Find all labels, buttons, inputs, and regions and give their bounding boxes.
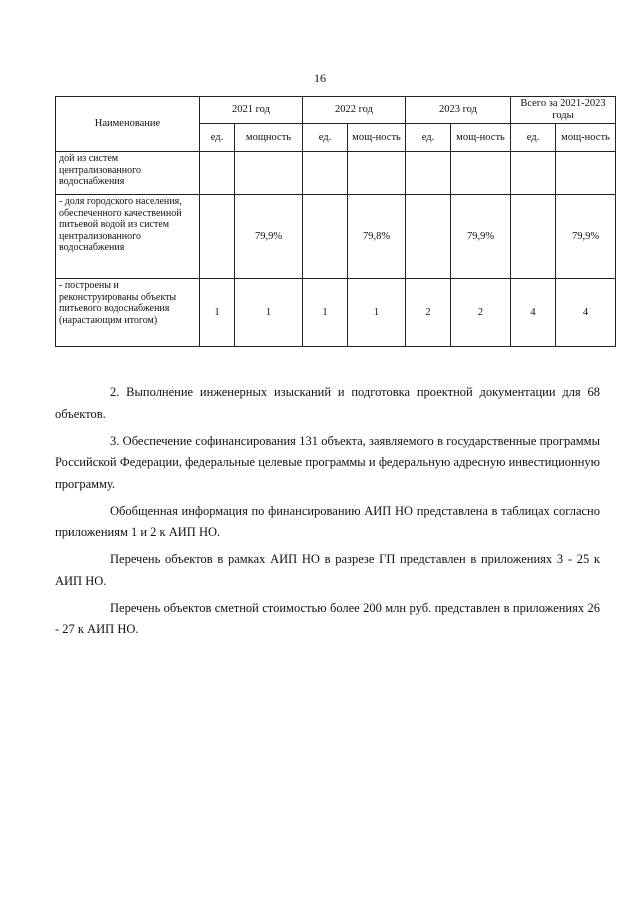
indicators-table [55,96,616,347]
table-cell [406,195,451,279]
table-cell [200,195,235,279]
table-cell: 4 [556,279,616,347]
units-header: ед. [406,124,451,152]
table-row [56,279,616,347]
table-cell: 79,8% [348,195,406,279]
table-cell [303,195,348,279]
table-cell [303,152,348,195]
period-header-total: Всего за 2021-2023 годы [511,97,616,124]
body-text [55,382,600,646]
table-cell: 2 [451,279,511,347]
row-name: дой из систем централизованного водоснабжения [56,152,200,195]
table-cell: 4 [511,279,556,347]
table-cell: 79,9% [235,195,303,279]
table-cell: 79,9% [451,195,511,279]
table-cell: 79,9% [556,195,616,279]
table-cell: 1 [200,279,235,347]
table-row [56,195,616,279]
paragraph: Обобщенная информация по финансированию АИП НО представлена в таблицах согласно приложениям 1 и 2 к АИП НО. [55,503,600,539]
table-cell [511,195,556,279]
page-number: 16 [314,71,326,85]
table-cell: 1 [235,279,303,347]
capacity-header: мощ-ность [451,124,511,152]
units-header: ед. [200,124,235,152]
capacity-header: мощность [235,124,303,152]
units-header: ед. [511,124,556,152]
table-cell [451,152,511,195]
table-cell [235,152,303,195]
table-cell [556,152,616,195]
name-column-header: Наименование [56,97,200,152]
table-cell [200,152,235,195]
period-header-2022: 2022 год [303,97,406,124]
row-name: - доля городского населения, обеспеченного качественной питьевой водой из систем централизованного водоснабжения [56,195,200,279]
table-cell: 2 [406,279,451,347]
paragraph: Перечень объектов сметной стоимостью более 200 млн руб. представлен в приложениях 26 - 27 к АИП НО. [55,600,600,636]
row-name: - построены и реконструированы объекты питьевого водоснабжения (нарастающим итогом) [56,279,200,347]
table-cell: 1 [348,279,406,347]
table-row [56,152,616,195]
capacity-header: мощ-ность [556,124,616,152]
paragraph: 3. Обеспечение софинансирования 131 объекта, заявляемого в государственные программы Российской Федерации, федеральные целевые программы и федеральную адресную инвестиционную программу. [55,433,600,491]
period-header-2021: 2021 год [200,97,303,124]
table-cell [511,152,556,195]
units-header: ед. [303,124,348,152]
header-row-periods [56,97,616,124]
paragraph: 2. Выполнение инженерных изысканий и подготовка проектной документации для 68 объектов. [55,385,600,421]
period-header-2023: 2023 год [406,97,511,124]
table-cell [406,152,451,195]
table-cell [348,152,406,195]
capacity-header: мощ-ность [348,124,406,152]
paragraph: Перечень объектов в рамках АИП НО в разрезе ГП представлен в приложениях 3 - 25 к АИП НО. [55,552,600,588]
table-cell: 1 [303,279,348,347]
